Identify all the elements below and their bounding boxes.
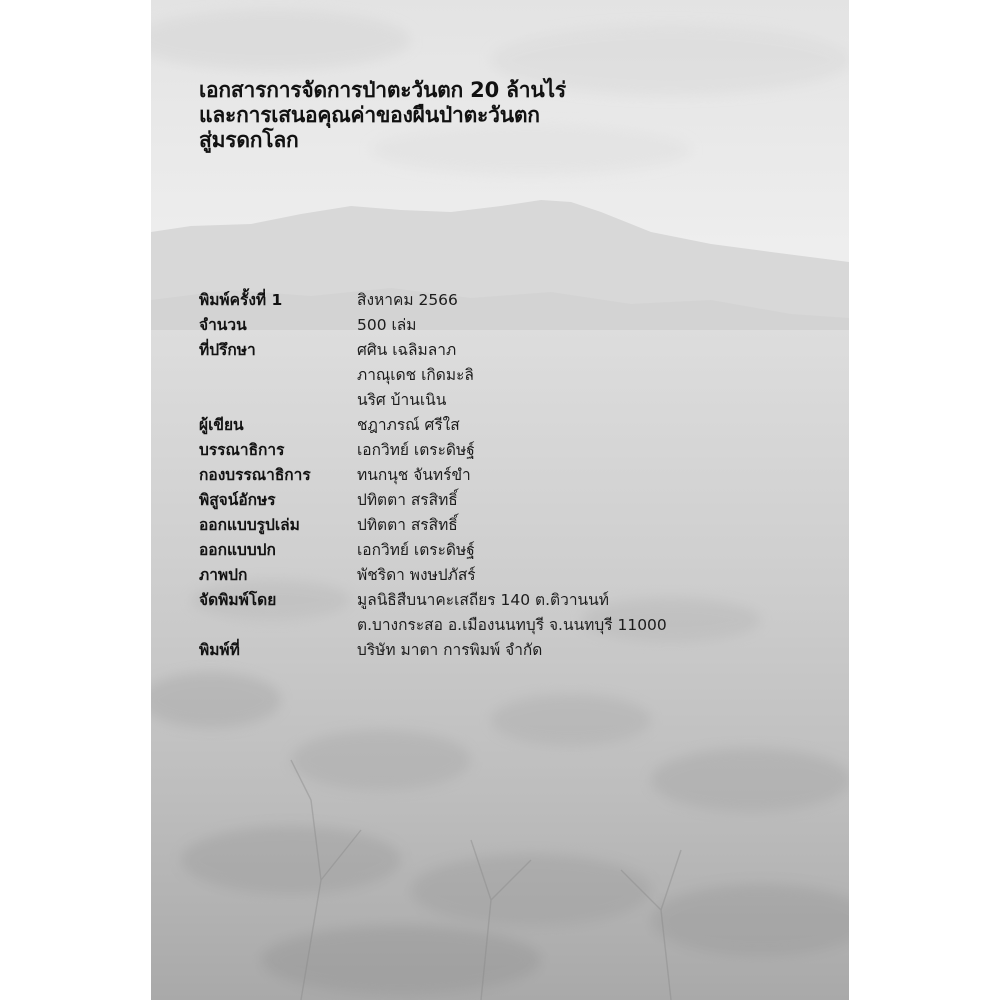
colophon-row bbox=[199, 438, 839, 463]
colophon-label: พิสูจน์อักษร bbox=[199, 491, 276, 509]
colophon-label: จำนวน bbox=[199, 316, 247, 334]
colophon-label: กองบรรณาธิการ bbox=[199, 466, 311, 484]
colophon-value: เอกวิทย์ เตระดิษฐ์ bbox=[357, 441, 475, 459]
document-title bbox=[199, 78, 759, 153]
colophon-label: บรรณาธิการ bbox=[199, 441, 285, 459]
colophon-row bbox=[199, 588, 839, 613]
title-line-1: เอกสารการจัดการป่าตะวันตก 20 ล้านไร่ bbox=[199, 78, 566, 102]
colophon-value: 500 เล่ม bbox=[357, 316, 417, 334]
colophon-row bbox=[199, 363, 839, 388]
colophon-label: พิมพ์ครั้งที่ 1 bbox=[199, 291, 283, 309]
colophon-value: เอกวิทย์ เตระดิษฐ์ bbox=[357, 541, 475, 559]
colophon-row bbox=[199, 638, 839, 663]
colophon-value: พัชริดา พงษปภัสร์ bbox=[357, 566, 476, 584]
colophon-page bbox=[151, 0, 849, 1000]
colophon-label: ที่ปรึกษา bbox=[199, 341, 256, 359]
colophon-label: จัดพิมพ์โดย bbox=[199, 591, 277, 609]
colophon-value: ปทิตตา สรสิทธิ์ bbox=[357, 491, 458, 509]
title-line-2: และการเสนอคุณค่าของผืนป่าตะวันตก bbox=[199, 103, 540, 127]
colophon-row bbox=[199, 413, 839, 438]
colophon-label: ออกแบบปก bbox=[199, 541, 276, 559]
colophon-details bbox=[199, 288, 839, 663]
colophon-row bbox=[199, 288, 839, 313]
colophon-row bbox=[199, 513, 839, 538]
colophon-row bbox=[199, 488, 839, 513]
colophon-row bbox=[199, 538, 839, 563]
colophon-value: ปทิตตา สรสิทธิ์ bbox=[357, 516, 458, 534]
colophon-row bbox=[199, 463, 839, 488]
colophon-value: บริษัท มาตา การพิมพ์ จำกัด bbox=[357, 641, 543, 659]
colophon-label: ออกแบบรูปเล่ม bbox=[199, 516, 300, 534]
colophon-row bbox=[199, 563, 839, 588]
colophon-label: ผู้เขียน bbox=[199, 416, 244, 434]
title-line-3: สู่มรดกโลก bbox=[199, 128, 299, 152]
colophon-label: พิมพ์ที่ bbox=[199, 641, 240, 659]
colophon-value: ชฎาภรณ์ ศรีใส bbox=[357, 416, 460, 434]
colophon-value: ภาณุเดช เกิดมะลิ bbox=[357, 366, 474, 384]
colophon-row bbox=[199, 313, 839, 338]
colophon-value: ทนกนุช จันทร์ขำ bbox=[357, 466, 471, 484]
colophon-row bbox=[199, 613, 839, 638]
colophon-value: ศศิน เฉลิมลาภ bbox=[357, 341, 457, 359]
colophon-value: ต.บางกระสอ อ.เมืองนนทบุรี จ.นนทบุรี 11000 bbox=[357, 616, 667, 634]
colophon-row bbox=[199, 338, 839, 363]
colophon-value: มูลนิธิสืบนาคะเสถียร 140 ต.ติวานนท์ bbox=[357, 591, 609, 609]
colophon-row bbox=[199, 388, 839, 413]
colophon-value: สิงหาคม 2566 bbox=[357, 291, 458, 309]
colophon-label: ภาพปก bbox=[199, 566, 248, 584]
colophon-value: นริศ บ้านเนิน bbox=[357, 391, 447, 409]
